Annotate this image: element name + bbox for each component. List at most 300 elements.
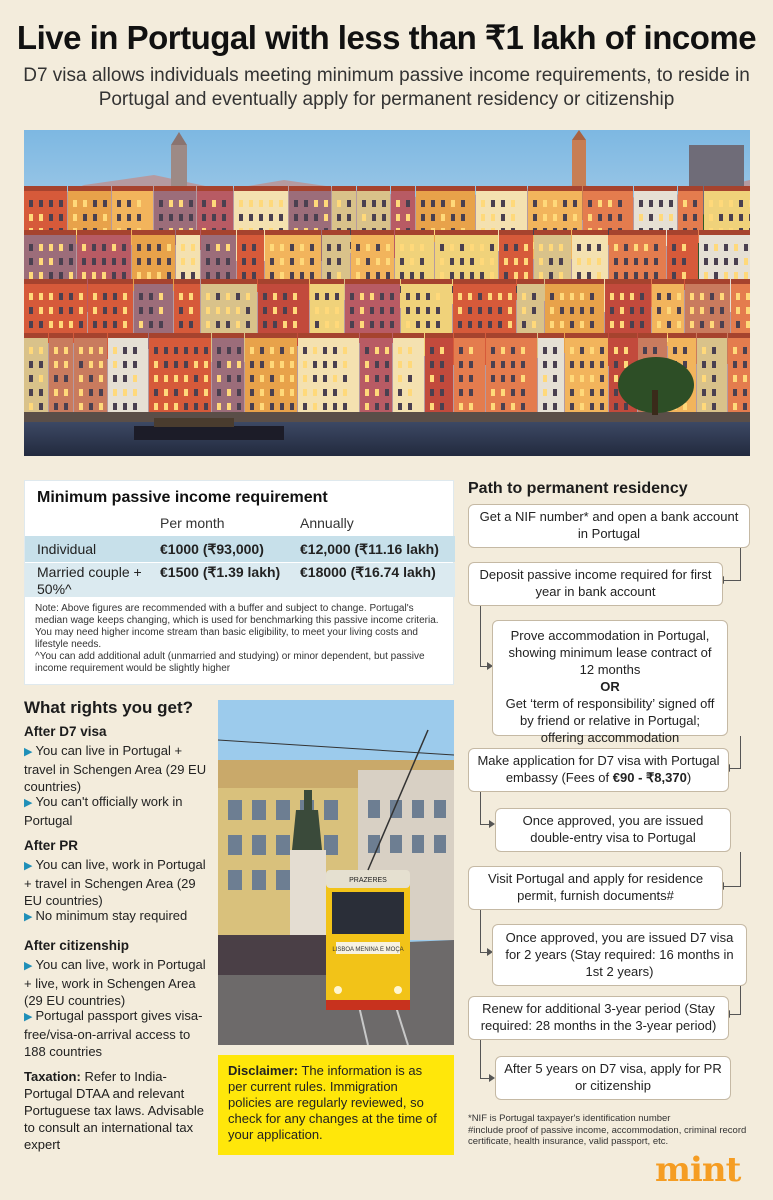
house-window bbox=[543, 403, 547, 410]
house-window bbox=[533, 200, 537, 207]
house-window bbox=[327, 258, 331, 265]
house-window bbox=[426, 293, 430, 300]
house-roof bbox=[345, 279, 400, 284]
house-window bbox=[553, 200, 557, 207]
house-window bbox=[491, 214, 495, 221]
house-window bbox=[458, 307, 462, 314]
house-roof bbox=[360, 333, 392, 338]
house-window bbox=[216, 307, 220, 314]
triangle-bullet-icon: ▶ bbox=[24, 960, 36, 972]
house-window bbox=[614, 361, 618, 368]
house-window bbox=[270, 375, 274, 382]
bullet-item bbox=[24, 742, 214, 795]
house-roof bbox=[24, 333, 48, 338]
house-window bbox=[430, 347, 434, 354]
house-window bbox=[440, 375, 444, 382]
house-window bbox=[304, 214, 308, 221]
house-window bbox=[206, 258, 210, 265]
house-window bbox=[743, 389, 747, 396]
house-window bbox=[469, 389, 473, 396]
house-window bbox=[137, 258, 141, 265]
house-window bbox=[504, 258, 508, 265]
house-window bbox=[430, 389, 434, 396]
house-window bbox=[400, 272, 404, 279]
house-window bbox=[356, 258, 360, 265]
house-window bbox=[236, 321, 240, 328]
house-window bbox=[204, 361, 208, 368]
house-window bbox=[590, 389, 594, 396]
house-window bbox=[682, 244, 686, 251]
house-window bbox=[704, 244, 708, 251]
house-window bbox=[501, 389, 505, 396]
house-window bbox=[29, 244, 33, 251]
house-roof bbox=[538, 333, 564, 338]
house-roof bbox=[88, 279, 133, 284]
house-window bbox=[270, 361, 274, 368]
row-label: Married couple + 50%^ bbox=[37, 564, 142, 597]
step-2: Deposit passive income required for first year in bank account bbox=[468, 562, 723, 606]
house-window bbox=[184, 361, 188, 368]
house-window bbox=[644, 272, 648, 279]
house-window bbox=[543, 214, 547, 221]
house-window bbox=[719, 200, 723, 207]
house-window bbox=[573, 214, 577, 221]
house-window bbox=[133, 361, 137, 368]
connector bbox=[724, 580, 741, 581]
house-window bbox=[420, 258, 424, 265]
house-window bbox=[189, 214, 193, 221]
house-window bbox=[511, 347, 515, 354]
house-window bbox=[325, 321, 329, 328]
house-window bbox=[133, 347, 137, 354]
step-4 bbox=[468, 748, 729, 792]
house-window bbox=[386, 244, 390, 251]
house-window bbox=[82, 258, 86, 265]
house-window bbox=[385, 403, 389, 410]
house-window bbox=[408, 389, 412, 396]
house-window bbox=[580, 361, 584, 368]
house-window bbox=[290, 389, 294, 396]
connector bbox=[740, 548, 741, 580]
house-window bbox=[690, 307, 694, 314]
footnote-documents: #include proof of passive income, accommodation, criminal record certificate, health insurance, valid passport, etc. bbox=[468, 1124, 747, 1147]
house-window bbox=[280, 258, 284, 265]
house-window bbox=[313, 389, 317, 396]
step-7: Once approved, you are issued D7 visa for 2 years (Stay required: 16 months in 1st 2 years) bbox=[492, 924, 747, 986]
house-window bbox=[157, 272, 161, 279]
house-roof bbox=[476, 186, 527, 191]
house-window bbox=[498, 293, 502, 300]
connector bbox=[480, 792, 481, 824]
house-window bbox=[335, 321, 339, 328]
house-window bbox=[103, 293, 107, 300]
house-window bbox=[154, 361, 158, 368]
house-window bbox=[624, 272, 628, 279]
house-window bbox=[59, 244, 63, 251]
house-window bbox=[273, 293, 277, 300]
house-window bbox=[521, 361, 525, 368]
house-window bbox=[714, 272, 718, 279]
house-window bbox=[239, 214, 243, 221]
house-window bbox=[451, 214, 455, 221]
house-window bbox=[700, 293, 704, 300]
bullet-item bbox=[24, 856, 214, 909]
path-footnotes bbox=[468, 1113, 758, 1148]
house-window bbox=[600, 361, 604, 368]
house-roof bbox=[332, 186, 356, 191]
house-window bbox=[147, 258, 151, 265]
house-window bbox=[310, 272, 314, 279]
income-note-1: Note: Above figures are recommended with a buffer and subject to change. Portugal's median wage keeps changing, which is used for benchmarking this passive income criteria. You may need higher income stream than basic eligibility, to meet your living costs and lifestyle needs. bbox=[35, 603, 439, 650]
house-window bbox=[385, 389, 389, 396]
house-roof bbox=[258, 279, 309, 284]
house-roof bbox=[453, 279, 516, 284]
house-window bbox=[69, 244, 73, 251]
house-window bbox=[174, 361, 178, 368]
house-roof bbox=[197, 186, 233, 191]
house-window bbox=[189, 200, 193, 207]
house-window bbox=[480, 244, 484, 251]
house-window bbox=[406, 321, 410, 328]
house-window bbox=[501, 200, 505, 207]
house-roof bbox=[668, 333, 696, 338]
house-window bbox=[226, 321, 230, 328]
house-window bbox=[657, 307, 661, 314]
house-window bbox=[461, 214, 465, 221]
house-window bbox=[712, 403, 716, 410]
house-window bbox=[501, 214, 505, 221]
house-window bbox=[103, 214, 107, 221]
house-window bbox=[553, 389, 557, 396]
house-window bbox=[501, 403, 505, 410]
bullet-item bbox=[24, 907, 214, 926]
house-window bbox=[375, 389, 379, 396]
house-window bbox=[315, 307, 319, 314]
triangle-bullet-icon: ▶ bbox=[24, 860, 36, 872]
house-window bbox=[360, 307, 364, 314]
house-window bbox=[313, 347, 317, 354]
house-window bbox=[89, 347, 93, 354]
house-window bbox=[498, 321, 502, 328]
house-window bbox=[478, 307, 482, 314]
house-window bbox=[376, 244, 380, 251]
house-window bbox=[406, 214, 410, 221]
house-window bbox=[112, 272, 116, 279]
house-window bbox=[729, 200, 733, 207]
house-window bbox=[634, 244, 638, 251]
house-window bbox=[216, 272, 220, 279]
house-window bbox=[39, 200, 43, 207]
house-window bbox=[333, 361, 337, 368]
connector bbox=[740, 736, 741, 768]
row-month-value: €1000 (₹93,000) bbox=[160, 541, 264, 557]
house-window bbox=[112, 244, 116, 251]
house-window bbox=[620, 321, 624, 328]
house-window bbox=[380, 321, 384, 328]
house-window bbox=[294, 214, 298, 221]
bullet-text: You can live, work in Portugal + travel in Schengen Area (29 EU countries) bbox=[24, 857, 206, 908]
house-window bbox=[290, 347, 294, 354]
house-window bbox=[549, 244, 553, 251]
house-window bbox=[113, 321, 117, 328]
house-window bbox=[29, 375, 33, 382]
house-window bbox=[490, 244, 494, 251]
house-window bbox=[580, 375, 584, 382]
house-window bbox=[488, 321, 492, 328]
lisbon-tram-illustration bbox=[218, 700, 454, 1045]
house-window bbox=[154, 403, 158, 410]
house-roof bbox=[108, 333, 148, 338]
house-window bbox=[543, 347, 547, 354]
house-window bbox=[194, 361, 198, 368]
house-window bbox=[310, 258, 314, 265]
house-window bbox=[702, 361, 706, 368]
house-roof bbox=[605, 279, 651, 284]
house-window bbox=[73, 200, 77, 207]
house-window bbox=[343, 347, 347, 354]
house-window bbox=[406, 200, 410, 207]
house-window bbox=[59, 321, 63, 328]
house-window bbox=[29, 361, 33, 368]
house-window bbox=[590, 307, 594, 314]
house-window bbox=[406, 293, 410, 300]
house-roof bbox=[528, 186, 582, 191]
house-window bbox=[260, 389, 264, 396]
house-roof bbox=[24, 186, 67, 191]
house-window bbox=[179, 214, 183, 221]
bullet-item bbox=[24, 956, 214, 1009]
house-window bbox=[654, 258, 658, 265]
house-window bbox=[440, 347, 444, 354]
triangle-bullet-icon: ▶ bbox=[24, 911, 36, 923]
step-8: Renew for additional 3-year period (Stay required: 28 months in the 3-year period) bbox=[468, 996, 729, 1040]
house-window bbox=[729, 214, 733, 221]
house-window bbox=[712, 389, 716, 396]
house-window bbox=[440, 272, 444, 279]
house-window bbox=[293, 321, 297, 328]
house-window bbox=[659, 200, 663, 207]
house-window bbox=[89, 361, 93, 368]
house-window bbox=[573, 200, 577, 207]
triangle-bullet-icon: ▶ bbox=[24, 746, 36, 758]
house-roof bbox=[609, 230, 666, 235]
house-window bbox=[491, 389, 495, 396]
house-window bbox=[669, 200, 673, 207]
house-window bbox=[164, 389, 168, 396]
house-window bbox=[226, 293, 230, 300]
house-window bbox=[590, 321, 594, 328]
house-window bbox=[310, 244, 314, 251]
house-window bbox=[746, 307, 750, 314]
house-window bbox=[677, 321, 681, 328]
house-window bbox=[733, 403, 737, 410]
house-window bbox=[259, 214, 263, 221]
house-window bbox=[408, 347, 412, 354]
house-window bbox=[683, 347, 687, 354]
house-window bbox=[333, 375, 337, 382]
house-window bbox=[79, 321, 83, 328]
house-window bbox=[543, 200, 547, 207]
house-window bbox=[270, 347, 274, 354]
house-window bbox=[89, 375, 93, 382]
house-window bbox=[490, 272, 494, 279]
house-window bbox=[470, 272, 474, 279]
house-window bbox=[113, 403, 117, 410]
house-window bbox=[113, 347, 117, 354]
house-window bbox=[702, 403, 706, 410]
house-roof bbox=[74, 333, 107, 338]
house-window bbox=[283, 321, 287, 328]
house-window bbox=[743, 403, 747, 410]
house-window bbox=[749, 214, 750, 221]
house-roof bbox=[499, 230, 533, 235]
house-window bbox=[620, 307, 624, 314]
house-window bbox=[64, 389, 68, 396]
income-requirement-panel bbox=[24, 480, 454, 685]
house-window bbox=[511, 361, 515, 368]
house-window bbox=[690, 293, 694, 300]
house-window bbox=[249, 214, 253, 221]
house-window bbox=[133, 389, 137, 396]
house-window bbox=[279, 200, 283, 207]
house-window bbox=[421, 214, 425, 221]
house-window bbox=[559, 272, 563, 279]
house-window bbox=[624, 347, 628, 354]
house-window bbox=[553, 403, 557, 410]
house-window bbox=[149, 307, 153, 314]
bullet-text: Portugal passport gives visa-free/visa-on-arrival access to 188 countries bbox=[24, 1008, 203, 1059]
house-roof bbox=[634, 186, 677, 191]
house-window bbox=[398, 389, 402, 396]
house-window bbox=[39, 214, 43, 221]
house-window bbox=[29, 347, 33, 354]
house-window bbox=[481, 214, 485, 221]
house-window bbox=[587, 244, 591, 251]
house-window bbox=[376, 258, 380, 265]
house-window bbox=[468, 321, 472, 328]
income-heading: Minimum passive income requirement bbox=[37, 489, 328, 506]
house-window bbox=[226, 307, 230, 314]
house-window bbox=[549, 258, 553, 265]
house-window bbox=[294, 200, 298, 207]
house-window bbox=[29, 307, 33, 314]
house-window bbox=[365, 375, 369, 382]
page-subtitle: D7 visa allows individuals meeting minimum passive income requirements, to reside in Portugal and eventually apply for permanent residency or citizenship bbox=[23, 65, 750, 110]
house-window bbox=[293, 307, 297, 314]
house-window bbox=[184, 403, 188, 410]
house-window bbox=[553, 347, 557, 354]
house-window bbox=[356, 272, 360, 279]
house-window bbox=[739, 214, 743, 221]
house-window bbox=[511, 389, 515, 396]
house-window bbox=[408, 361, 412, 368]
house-window bbox=[102, 244, 106, 251]
house-window bbox=[459, 403, 463, 410]
house-window bbox=[559, 258, 563, 265]
house-window bbox=[149, 293, 153, 300]
house-roof bbox=[517, 279, 544, 284]
house-window bbox=[303, 347, 307, 354]
house-window bbox=[672, 272, 676, 279]
house-window bbox=[580, 321, 584, 328]
house-window bbox=[93, 307, 97, 314]
house-window bbox=[410, 258, 414, 265]
house-window bbox=[498, 307, 502, 314]
house-window bbox=[362, 200, 366, 207]
house-window bbox=[217, 361, 221, 368]
house-window bbox=[194, 389, 198, 396]
house-window bbox=[184, 389, 188, 396]
house-window bbox=[226, 272, 230, 279]
house-window bbox=[468, 293, 472, 300]
house-roof bbox=[583, 186, 633, 191]
house-window bbox=[553, 214, 557, 221]
house-window bbox=[314, 214, 318, 221]
house-window bbox=[324, 214, 328, 221]
house-window bbox=[280, 244, 284, 251]
house-window bbox=[102, 258, 106, 265]
house-window bbox=[49, 293, 53, 300]
after-citizenship-heading: After citizenship bbox=[24, 938, 130, 953]
house-window bbox=[634, 272, 638, 279]
house-window bbox=[237, 347, 241, 354]
house-window bbox=[191, 272, 195, 279]
house-window bbox=[123, 321, 127, 328]
house-window bbox=[137, 214, 141, 221]
house-roof bbox=[486, 333, 537, 338]
house-window bbox=[303, 403, 307, 410]
house-window bbox=[458, 293, 462, 300]
house-window bbox=[511, 200, 515, 207]
house-window bbox=[335, 293, 339, 300]
house-window bbox=[122, 244, 126, 251]
house-window bbox=[304, 200, 308, 207]
house-window bbox=[386, 272, 390, 279]
house-window bbox=[164, 361, 168, 368]
house-window bbox=[159, 214, 163, 221]
house-window bbox=[490, 258, 494, 265]
house-window bbox=[702, 389, 706, 396]
house-window bbox=[624, 258, 628, 265]
house-window bbox=[408, 403, 412, 410]
house-window bbox=[250, 375, 254, 382]
house-window bbox=[356, 244, 360, 251]
house-window bbox=[323, 375, 327, 382]
house-window bbox=[724, 244, 728, 251]
house-window bbox=[360, 293, 364, 300]
house-window bbox=[29, 214, 33, 221]
house-window bbox=[270, 272, 274, 279]
house-window bbox=[491, 347, 495, 354]
house-window bbox=[246, 321, 250, 328]
house-window bbox=[181, 272, 185, 279]
house-window bbox=[122, 258, 126, 265]
house-window bbox=[365, 403, 369, 410]
house-window bbox=[580, 307, 584, 314]
house-window bbox=[164, 347, 168, 354]
house-window bbox=[99, 389, 103, 396]
house-window bbox=[69, 258, 73, 265]
house-roof bbox=[132, 230, 175, 235]
house-window bbox=[69, 321, 73, 328]
house-window bbox=[103, 307, 107, 314]
house-window bbox=[212, 200, 216, 207]
house-roof bbox=[393, 333, 424, 338]
house-window bbox=[270, 244, 274, 251]
house-window bbox=[347, 200, 351, 207]
house-window bbox=[325, 307, 329, 314]
house-window bbox=[734, 258, 738, 265]
